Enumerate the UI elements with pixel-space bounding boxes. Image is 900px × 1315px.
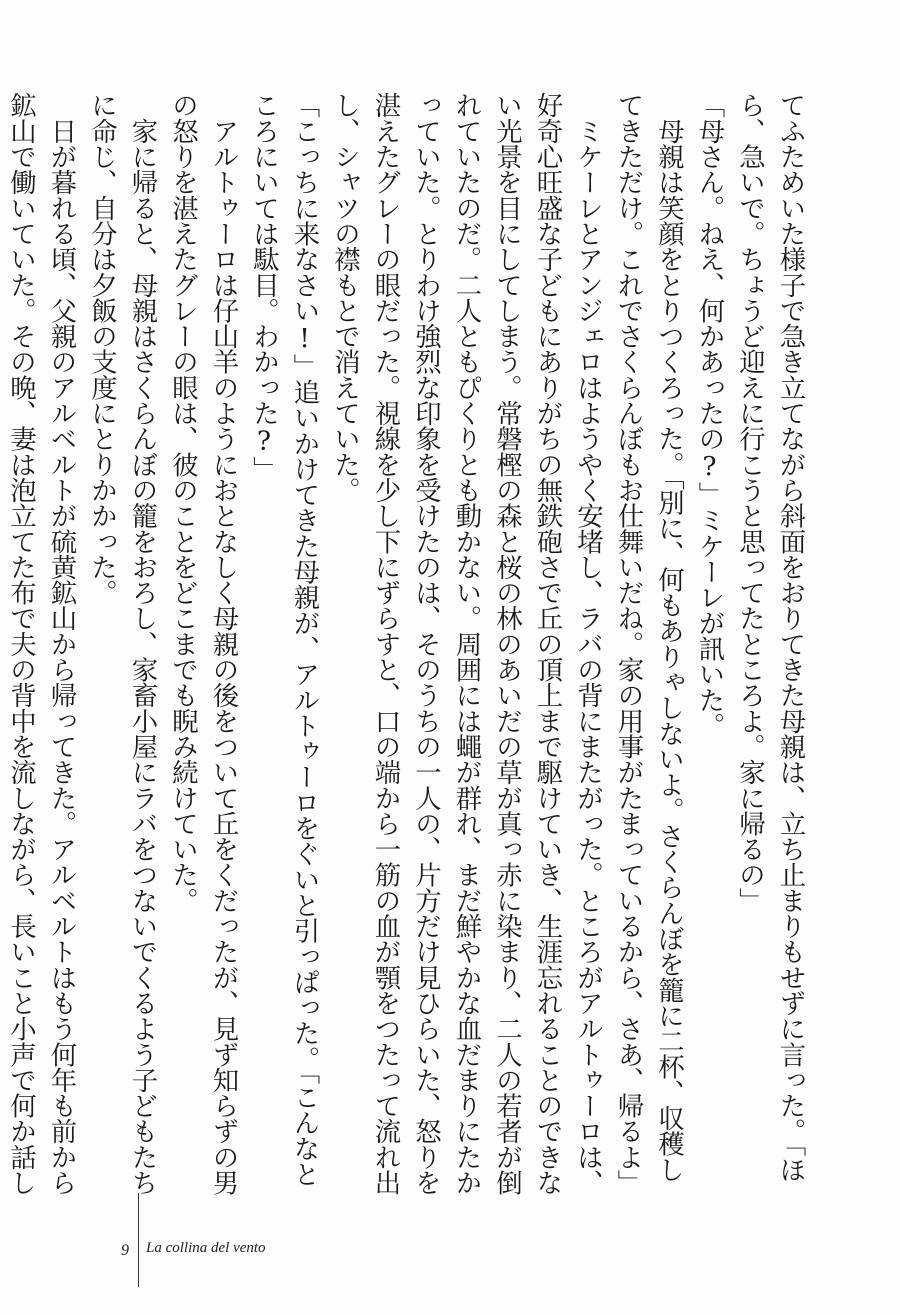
text-line: アルトゥーロは仔山羊のようにおとなしく母親の後をついて丘をくだったが、見ず知らずの男	[208, 92, 239, 1195]
footer-divider	[138, 1193, 139, 1287]
page-number: 9	[121, 1242, 129, 1259]
text-line: ら、急いで。ちょうど迎えに行こうと思ってたところよ。家に帰るの」	[734, 92, 766, 913]
text-line: 湛えたグレーの眼だった。視線を少し下にずらすと、口の端から一筋の血が顎をつたって流れ出	[370, 92, 401, 1195]
text-line: 「こっちに来なさい!」追いかけてきた母親が、アルトゥーロをぐいと引っぱった。「こんなと	[289, 92, 320, 1187]
text-line: の怒りを湛えたグレーの眼は、彼のことをどこまでも睨み続けていた。	[167, 92, 199, 913]
running-title: La collina del vento	[146, 1240, 266, 1256]
text-line: 家に帰ると、母親はさくらんぼの籠をおろし、家畜小屋にラバをつないでくるよう子どもたち	[127, 92, 158, 1195]
text-line: ころにいては駄目。わかった?」	[248, 92, 280, 482]
text-line: ミケーレとアンジェロはようやく安堵し、ラバの背にまたがった。ところがアルトゥーロは、	[572, 92, 604, 1195]
text-line: 鉱山で働いていた。その晩、妻は泡立てた布で夫の背中を流しながら、長いこと小声で何か話し	[5, 92, 37, 1195]
text-line: っていた。とりわけ強烈な印象を受けたのは、そのうちの一人の、片方だけ見ひらいた、怒りを	[410, 92, 442, 1195]
text-line: 母親は笑顔をとりつくろった。「別に、何もありゃしないよ。さくらんぼを籠に二杯、収穫し	[653, 92, 685, 1182]
text-line: 日が暮れる頃、父親のアルベルトが硫黄鉱山から帰ってきた。アルベルトはもう何年も前から	[46, 92, 77, 1195]
text-line: てきただけ。これでさくらんぼもお仕舞いだね。家の用事がたまっているから、さあ、帰るよ」	[613, 92, 644, 1195]
text-line: い光景を目にしてしまう。常磐樫の森と桜の林のあいだの草が真っ赤に染まり、二人の若者が倒	[491, 92, 523, 1195]
text-line: 「母さん。ねえ、何かあったの?」ミケーレが訊いた。	[694, 92, 725, 738]
text-line: れていたのだ。二人ともぴくりとも動かない。周囲には蠅が群れ、まだ鮮やかな血だまりにたか	[451, 92, 482, 1195]
body-text	[5, 92, 810, 1195]
text-line: に命じ、自分は夕飯の支度にとりかかった。	[86, 92, 118, 605]
text-line: 好奇心旺盛な子どもにありがちの無鉄砲さで丘の頂上まで駆けていき、生涯忘れることのできな	[532, 92, 563, 1195]
text-line: し、シャツの襟もとで消えていた。	[329, 92, 361, 503]
text-line: てふためいた様子で急き立てながら斜面をおりてきた母親は、立ち止まりもせずに言った。「ほ	[775, 92, 806, 1182]
